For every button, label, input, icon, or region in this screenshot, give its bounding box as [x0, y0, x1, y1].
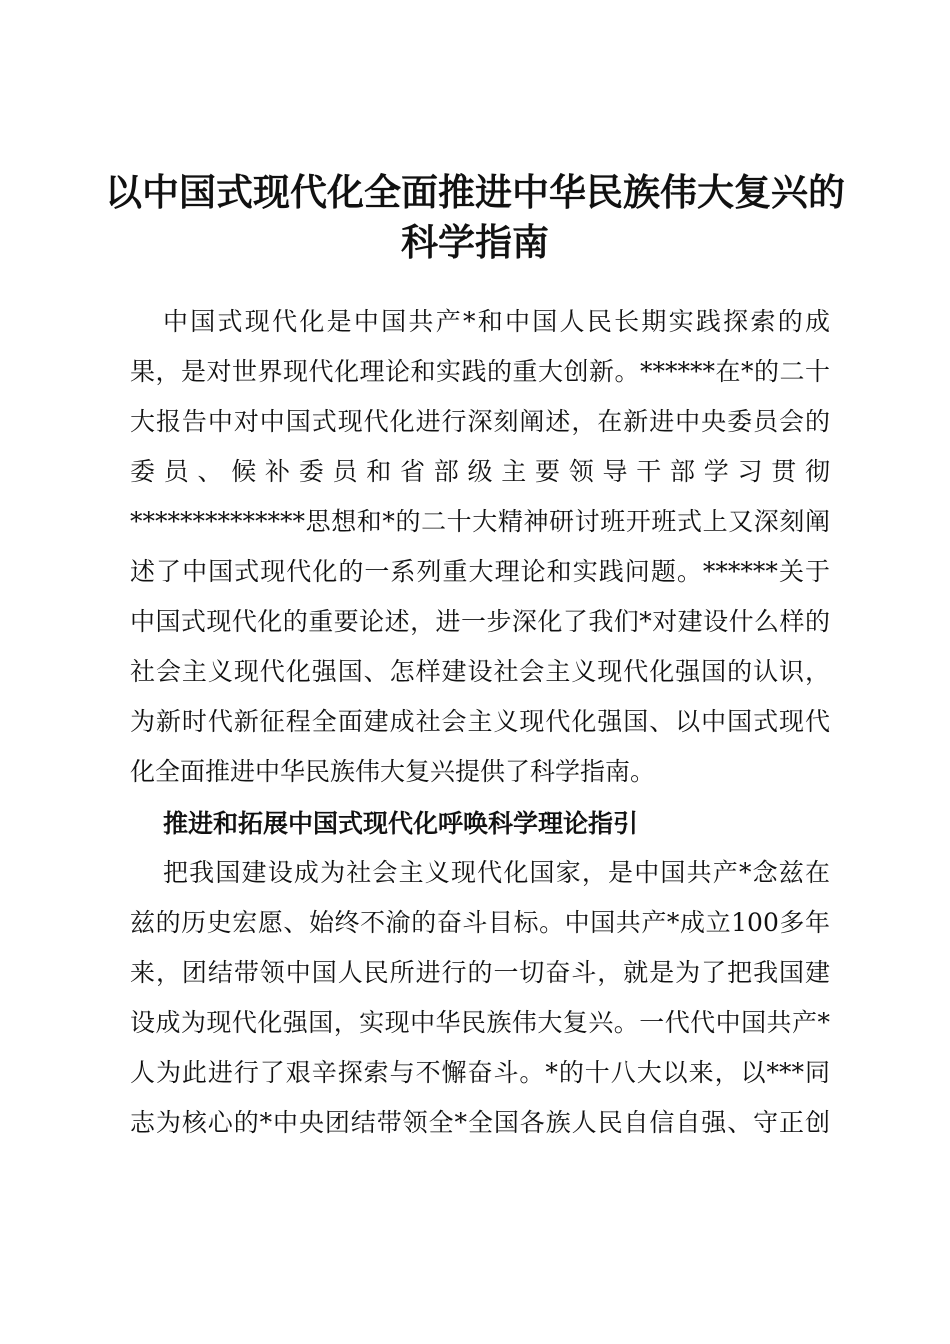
paragraph-2-line: 兹的历史宏愿、始终不渝的奋斗目标。中国共产*成立100多年 — [130, 908, 830, 937]
paragraph-2-line: 设成为现代化强国，实现中华民族伟大复兴。一代代中国共产* — [130, 1008, 830, 1037]
document-title-line-2: 科学指南 — [401, 221, 549, 264]
paragraph-1-line: 果，是对世界现代化理论和实践的重大创新。******在*的二十 — [130, 357, 830, 386]
paragraph-1-line: 为新时代新征程全面建成社会主义现代化强国、以中国式现代 — [130, 707, 830, 736]
paragraph-1-line: 化全面推进中华民族伟大复兴提供了科学指南。 — [130, 757, 656, 786]
paragraph-1-line: 社会主义现代化强国、怎样建设社会主义现代化强国的认识， — [130, 657, 830, 686]
section-subheading: 推进和拓展中国式现代化呼唤科学理论指引 — [163, 809, 639, 838]
paragraph-1-line: 中国式现代化的重要论述，进一步深化了我们*对建设什么样的 — [130, 607, 830, 636]
paragraph-2-line: 把我国建设成为社会主义现代化国家，是中国共产*念兹在 — [163, 858, 830, 887]
paragraph-2-line: 来，团结带领中国人民所进行的一切奋斗，就是为了把我国建 — [130, 958, 830, 987]
paragraph-1-line: 述了中国式现代化的一系列重大理论和实践问题。******关于 — [130, 557, 830, 586]
document-title-line-1: 以中国式现代化全面推进中华民族伟大复兴的 — [105, 171, 845, 214]
paragraph-1-line: **************思想和*的二十大精神研讨班开班式上又深刻阐 — [130, 507, 830, 536]
paragraph-2-line: 志为核心的*中央团结带领全*全国各族人民自信自强、守正创 — [130, 1108, 830, 1137]
paragraph-1-line: 中国式现代化是中国共产*和中国人民长期实践探索的成 — [163, 307, 830, 336]
paragraph-2-line: 人为此进行了艰辛探索与不懈奋斗。*的十八大以来，以***同 — [130, 1058, 830, 1087]
paragraph-1-line: 委员、候补委员和省部级主要领导干部学习贯彻 — [130, 457, 830, 486]
paragraph-1-line: 大报告中对中国式现代化进行深刻阐述，在新进中央委员会的 — [130, 407, 830, 436]
